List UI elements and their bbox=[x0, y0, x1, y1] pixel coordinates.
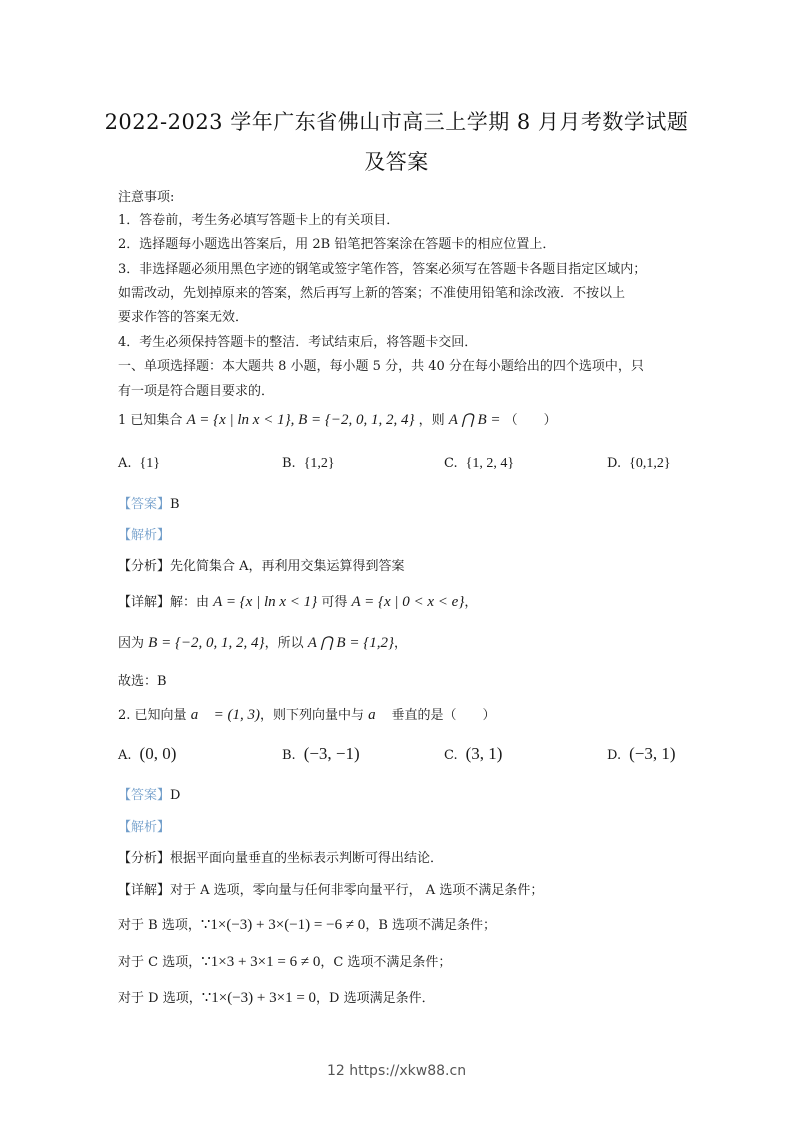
question-text: 已知向量 bbox=[134, 708, 187, 723]
question-2-detail-line-1 bbox=[118, 879, 543, 898]
answer-tag: 【答案】 bbox=[118, 497, 171, 512]
question-1-detail-line-2 bbox=[118, 632, 407, 652]
document-title-line1: 2022-2023 学年广东省佛山市高三上学期 8 月月考数学试题 bbox=[104, 110, 689, 134]
math-expression: ∵1×(−3) + 3×1 = 0 bbox=[201, 990, 317, 1006]
notice-item-4: 4．考生必须保持答题卡的整洁．考试结束后，将答题卡交回． bbox=[118, 335, 478, 350]
answer-value: D bbox=[170, 788, 181, 803]
question-text: 已知集合 bbox=[130, 413, 183, 428]
notice-item-3: 3．非选择题必须用黑色字迹的钢笔或签字笔作答，答案必须写在答题卡各题目指定区域内； bbox=[118, 262, 647, 277]
answer-value: B bbox=[170, 497, 180, 512]
option-value: (−3, −1) bbox=[303, 744, 360, 763]
question-text: ，则下列向量中与 bbox=[259, 708, 364, 723]
option-label: A. bbox=[118, 748, 132, 763]
detail-text: ，D 选项满足条件． bbox=[316, 991, 435, 1006]
option-label: D. bbox=[607, 456, 622, 471]
answer-tag: 【答案】 bbox=[118, 788, 171, 803]
detail-text: 可得 bbox=[321, 595, 348, 610]
question-1-detail-line-3: 故选：B bbox=[118, 674, 167, 689]
detail-tag: 【详解】 bbox=[118, 595, 171, 610]
detail-text: 对于 A 选项，零向量与任何非零向量平行， A 选项不满足条件； bbox=[170, 883, 544, 898]
fenxi-tag: 【分析】 bbox=[118, 851, 171, 866]
question-2-detail-line-3 bbox=[118, 951, 451, 971]
option-label: D. bbox=[607, 748, 622, 763]
question-1-option-c bbox=[444, 456, 514, 472]
question-1-fenxi bbox=[118, 555, 405, 574]
section-heading-line1: 一、单项选择题：本大题共 8 小题，每小题 5 分，共 40 分在每小题给出的四个选项中，只 bbox=[118, 359, 644, 374]
answer-blank: （ ） bbox=[504, 413, 557, 428]
question-2-analysis-tag: 【解析】 bbox=[118, 820, 171, 835]
detail-tag: 【详解】 bbox=[118, 883, 171, 898]
notice-heading: 注意事项: bbox=[118, 190, 175, 205]
option-label: A. bbox=[118, 456, 132, 471]
math-expression: A = {x | 0 < x < e} bbox=[351, 594, 465, 610]
detail-text: 对于 B 选项， bbox=[118, 918, 201, 933]
notice-item-3-cont: 如需改动，先划掉原来的答案，然后再写上新的答案；不准使用铅笔和涂改液．不按以上 bbox=[118, 286, 626, 301]
question-text: ，则 bbox=[418, 413, 445, 428]
question-number: 2. bbox=[118, 708, 131, 723]
notice-item-1: 1．答卷前，考生务必填写答题卡上的有关项目． bbox=[118, 213, 400, 228]
notice-item-3-end: 要求作答的答案无效． bbox=[118, 310, 249, 325]
math-expression: A = {x | ln x < 1} bbox=[213, 594, 318, 610]
question-2-detail-line-2 bbox=[118, 914, 496, 934]
question-2-option-a bbox=[118, 744, 176, 764]
page-footer: 12 https://xkw88.cn bbox=[326, 1063, 467, 1079]
question-text: 垂直的是（ ） bbox=[391, 708, 496, 723]
fenxi-text: 根据平面向量垂直的坐标表示判断可得出结论． bbox=[170, 851, 444, 866]
option-value: (0, 0) bbox=[139, 744, 177, 763]
math-expression: A = {x | ln x < 1}, B = {−2, 0, 1, 2, 4} bbox=[186, 412, 415, 428]
detail-text: ，B 选项不满足条件； bbox=[365, 918, 496, 933]
option-value: {1, 2, 4} bbox=[465, 456, 515, 471]
detail-text: ，C 选项不满足条件； bbox=[320, 955, 452, 970]
detail-text: ，所以 bbox=[264, 636, 304, 651]
section-heading-line2: 有一项是符合题目要求的． bbox=[118, 384, 275, 399]
math-expression: A ⋂ B = {1,2} bbox=[307, 635, 394, 651]
option-value: (3, 1) bbox=[465, 744, 503, 763]
detail-text: 对于 C 选项， bbox=[118, 955, 202, 970]
option-label: C. bbox=[444, 456, 458, 471]
option-value: {0,1,2} bbox=[629, 456, 671, 471]
math-expression: A ⋂ B = bbox=[448, 412, 501, 428]
math-expression: ∵1×(−3) + 3×(−1) = −6 ≠ 0 bbox=[200, 917, 366, 933]
question-2-option-d bbox=[607, 744, 676, 764]
math-expression: B = {−2, 0, 1, 2, 4} bbox=[148, 635, 265, 651]
detail-text: ， bbox=[464, 595, 478, 610]
question-2-option-b bbox=[282, 744, 360, 764]
detail-text: 因为 bbox=[118, 636, 145, 651]
fenxi-text: 先化简集合 A，再利用交集运算得到答案 bbox=[170, 559, 405, 574]
detail-text: ， bbox=[393, 636, 407, 651]
question-2-stem bbox=[118, 704, 495, 724]
question-1-option-b bbox=[282, 456, 335, 472]
question-2-detail-line-4 bbox=[118, 987, 435, 1007]
math-expression: ∵1×3 + 3×1 = 6 ≠ 0 bbox=[201, 954, 321, 970]
question-number: 1 bbox=[118, 413, 127, 428]
question-2-option-c bbox=[444, 744, 502, 764]
math-expression: a⃗ bbox=[368, 707, 388, 723]
question-1-stem bbox=[118, 409, 557, 429]
option-value: {1,2} bbox=[303, 456, 335, 471]
question-1-option-a bbox=[118, 456, 160, 472]
question-2-fenxi bbox=[118, 847, 443, 866]
question-1-analysis-tag: 【解析】 bbox=[118, 528, 171, 543]
fenxi-tag: 【分析】 bbox=[118, 559, 171, 574]
option-label: B. bbox=[282, 748, 296, 763]
detail-text: 对于 D 选项， bbox=[118, 991, 202, 1006]
notice-item-2: 2．选择题每小题选出答案后，用 2B 铅笔把答案涂在答题卡的相应位置上． bbox=[118, 237, 556, 252]
detail-text: 解：由 bbox=[170, 595, 210, 610]
option-value: {1} bbox=[139, 456, 160, 471]
math-expression: a⃗ = (1, 3) bbox=[190, 707, 260, 723]
question-1-answer bbox=[118, 493, 180, 512]
document-title-line2: 及答案 bbox=[364, 150, 429, 174]
option-label: B. bbox=[282, 456, 296, 471]
question-2-answer bbox=[118, 784, 180, 803]
question-1-option-d bbox=[607, 456, 671, 472]
option-label: C. bbox=[444, 748, 458, 763]
question-1-detail-line-1 bbox=[118, 591, 477, 611]
option-value: (−3, 1) bbox=[629, 744, 676, 763]
